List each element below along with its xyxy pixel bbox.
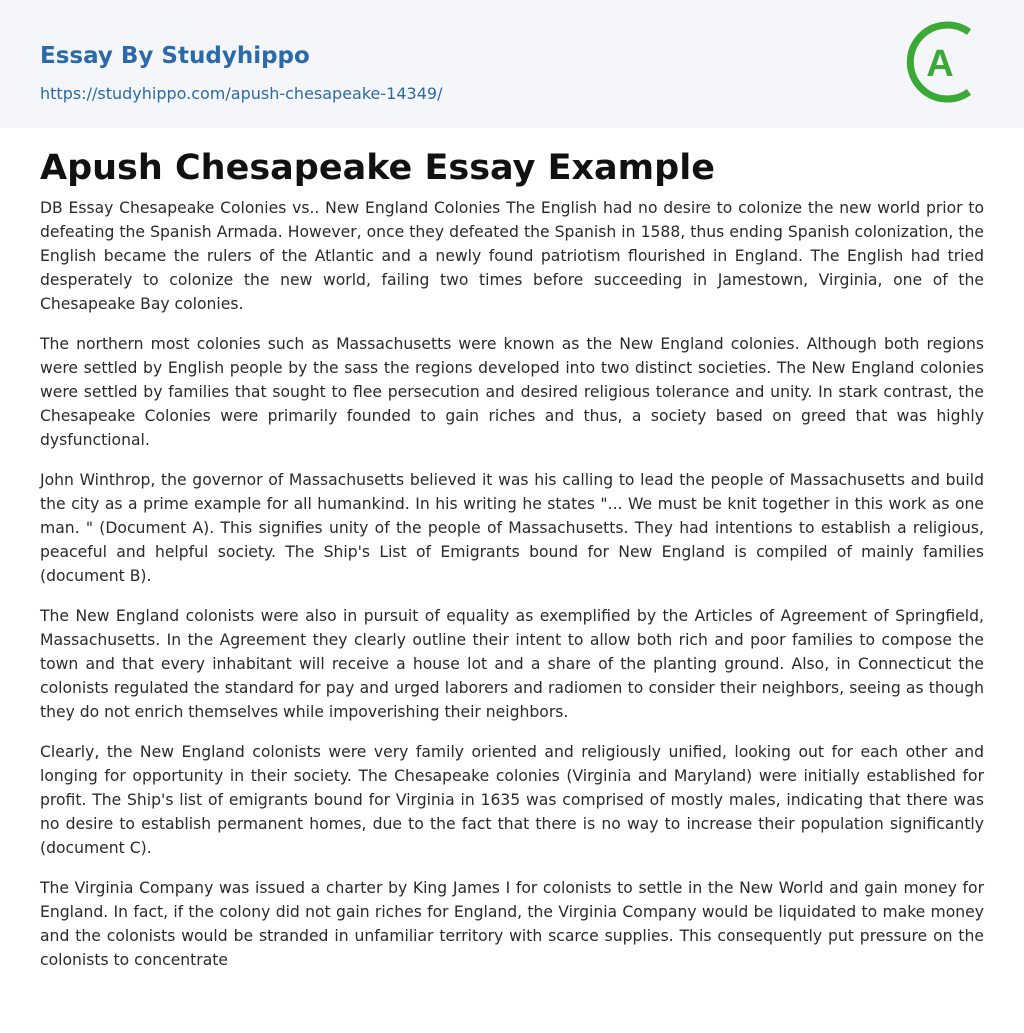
site-header	[0, 0, 1024, 128]
paragraph-1: DB Essay Chesapeake Colonies vs.. New England Colonies The English had no desire to colonize the new world prior to defeating the Spanish Armada. However, once they defeated the Spanish in 1588, thus ending Spanish colonization, the English became the rulers of the Atlantic and a newly found patriotism flourished in England. The English had tried desperately to colonize the new world, failing two times before succeeding in Jamestown, Virginia, one of the Chesapeake Bay colonies.	[40, 199, 984, 313]
logo-letter: A	[926, 43, 954, 85]
article	[40, 146, 984, 988]
source-url-link[interactable]: https://studyhippo.com/apush-chesapeake-14349/	[40, 84, 443, 103]
paragraph-3: John Winthrop, the governor of Massachusetts believed it was his calling to lead the people of Massachusetts and build the city as a prime example for all humankind. In his writing he states "... We must be knit together in this work as one man. " (Document A). This signifies unity of the people of Massachusetts. They had intentions to establish a religious, peaceful and helpful society. The Ship's List of Emigrants bound for New England is compiled of mainly families (document B).	[40, 471, 984, 585]
studyhippo-logo-icon[interactable]	[903, 18, 987, 106]
paragraph-6: The Virginia Company was issued a charter by King James I for colonists to settle in the New World and gain money for England. In fact, if the colony did not gain riches for England, the Virginia Company would be liquidated to make money and the colonists would be stranded in unfamiliar territory with scarce supplies. This consequently put pressure on the colonists to concentrate	[40, 879, 984, 969]
page-title: Apush Chesapeake Essay Example	[40, 148, 715, 188]
paragraph-5: Clearly, the New England colonists were very family oriented and religiously unified, looking out for each other and longing for opportunity in their society. The Chesapeake colonies (Virginia and Maryland) were initially established for profit. The Ship's list of emigrants bound for Virginia in 1635 was comprised of mostly males, indicating that there was no desire to establish permanent homes, due to the fact that there is no way to increase their population significantly (document C).	[40, 743, 984, 857]
paragraph-4: The New England colonists were also in pursuit of equality as exemplified by the Articles of Agreement of Springfield, Massachusetts. In the Agreement they clearly outline their intent to allow both rich and poor families to compose the town and that every inhabitant will receive a house lot and a share of the planting ground. Also, in Connecticut the colonists regulated the standard for pay and urged laborers and radiomen to consider their neighbors, seeing as though they do not enrich themselves while impoverishing their neighbors.	[40, 607, 984, 721]
brand-title[interactable]: Essay By Studyhippo	[40, 43, 310, 69]
paragraph-2: The northern most colonies such as Massachusetts were known as the New England colonies. Although both regions were settled by English people by the sass the regions developed into two distinct societies. The New England colonies were settled by families that sought to flee persecution and desired religious tolerance and unity. In stark contrast, the Chesapeake Colonies were primarily founded to gain riches and thus, a society based on greed that was highly dysfunctional.	[40, 335, 984, 449]
